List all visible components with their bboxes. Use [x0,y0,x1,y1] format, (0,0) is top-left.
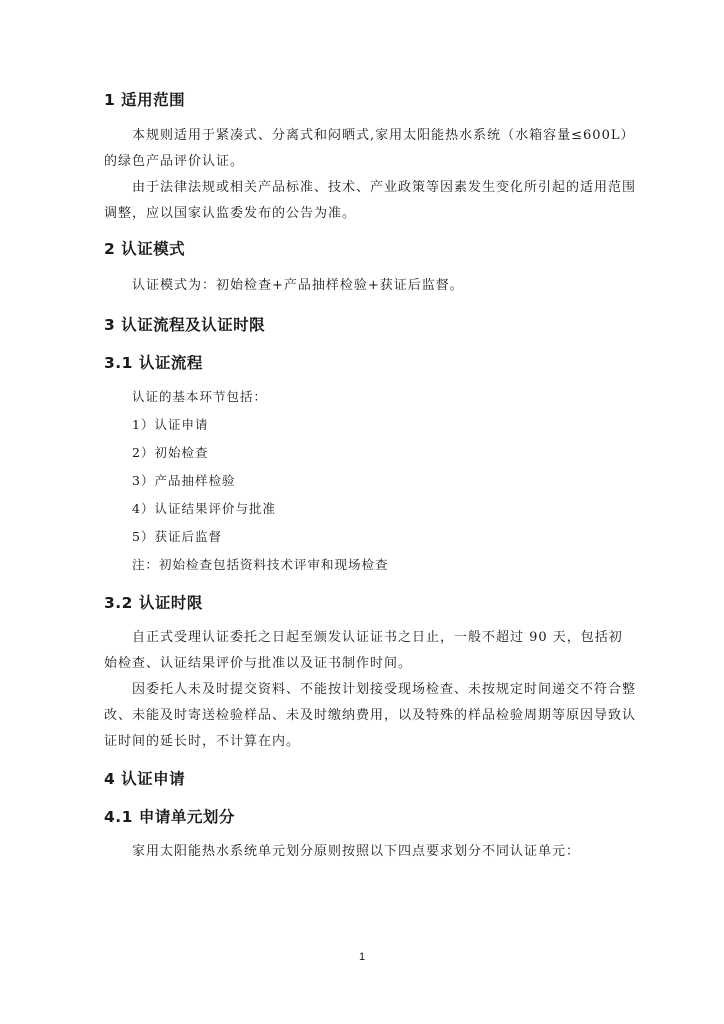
section-4-1-paragraph-1: 家用太阳能热水系统单元划分原则按照以下四点要求划分不同认证单元： [132,844,581,859]
section-3-2-paragraph-1: 自正式受理认证委托之日起至颁发认证证书之日止，一般不超过 90 天，包括初始检查、认证结果评价与批准以及证书制作时间。 [104,630,623,671]
section-3-1-heading: 3.1 认证流程 [104,354,203,372]
list-item: 1）认证申请 [132,417,209,432]
section-4-1-heading: 4.1 申请单元划分 [104,808,235,826]
section-3-heading: 3 认证流程及认证时限 [104,316,266,334]
section-2-heading: 2 认证模式 [104,240,186,258]
section-3-2-heading: 3.2 认证时限 [104,594,203,612]
section-4-heading: 4 认证申请 [104,770,186,788]
list-item: 3）产品抽样检验 [132,473,236,488]
list-item: 4）认证结果评价与批准 [132,501,276,516]
section-3-1-intro: 认证的基本环节包括： [132,389,268,404]
section-2-paragraph-1: 认证模式为：初始检查+产品抽样检验+获证后监督。 [132,278,464,293]
section-3-2-paragraph-2: 因委托人未及时提交资料、不能按计划接受现场检查、未按规定时间递交不符合整改、未能及时寄送检验样品、未及时缴纳费用，以及特殊的样品检验周期等原因导致认证时间的延长时，不计算在内。 [104,682,637,749]
section-3-1-note: 注：初始检查包括资料技术评审和现场检查 [132,557,389,572]
section-1-paragraph-2: 由于法律法规或相关产品标准、技术、产业政策等因素发生变化所引起的适用范围调整，应以国家认监委发布的公告为准。 [104,180,637,221]
section-1-paragraph-1: 本规则适用于紧凑式、分离式和闷晒式,家用太阳能热水系统（水箱容量≤600L）的绿色产品评价认证。 [104,128,635,169]
page-number: 1 [358,951,366,963]
list-item: 2）初始检查 [132,445,209,460]
section-1-heading: 1 适用范围 [104,91,186,109]
list-item: 5）获证后监督 [132,529,222,544]
